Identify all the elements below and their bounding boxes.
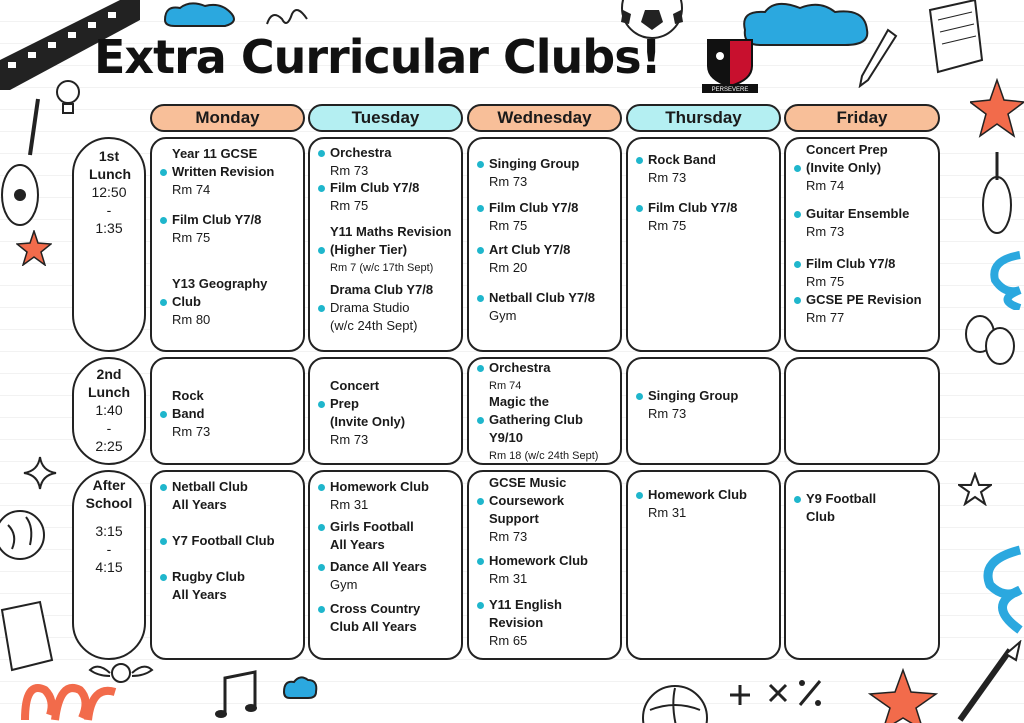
club-room: Rm 80 [172,312,211,327]
bullet-dot-icon [318,247,325,254]
club-entry [330,478,455,514]
cell-2nd-lunch-monday [150,357,305,465]
school-crest-icon [700,36,760,94]
crest-motto: PERSEVERE [711,87,749,93]
club-name: Club [172,294,201,309]
club-entry [806,255,932,291]
row-time-dash: - [106,202,112,218]
club-name: Orchestra [489,360,551,375]
bullet-dot-icon [160,217,167,224]
club-name: Y13 Geography [172,276,268,291]
star-outline-icon [958,472,992,506]
club-entry [330,144,455,180]
math-symbols-icon [720,665,830,723]
cell-2nd-lunch-tuesday [308,357,463,465]
page-title: Extra Curricular Clubs! [94,30,661,84]
bullet-dot-icon [318,185,325,192]
club-entry [806,291,932,327]
bullet-dot-icon [636,205,643,212]
bullet-dot-icon [160,484,167,491]
bullet-dot-icon [318,524,325,531]
row-label-text: After School [85,477,133,511]
club-room: Rm 73 [330,163,369,178]
bullet-dot-icon [160,574,167,581]
row-time-end: 4:15 [95,559,123,575]
club-entry [489,155,614,191]
club-room: Rm 73 [330,432,369,447]
row-time-start: 12:50 [91,184,127,200]
club-entry [489,552,614,588]
cell-after-school-wednesday [467,470,622,660]
club-entry [806,490,932,526]
club-name: GCSE PE Revision [806,292,922,307]
club-name: Orchestra [330,145,392,160]
volleyball-icon [640,680,710,723]
star-icon [868,668,938,723]
club-name: Singing Group [648,388,739,403]
club-room: Rm 20 [489,260,528,275]
club-name: Gathering Club [489,412,583,427]
club-name: Magic the [489,394,549,409]
cell-1st-lunch-friday [784,137,940,352]
club-room: Rm 75 [172,230,211,245]
club-name: Homework Club [648,487,747,502]
bullet-dot-icon [477,247,484,254]
club-name: Netball Club [172,479,248,494]
club-name: Club All Years [330,619,417,634]
bullet-dot-icon [318,401,325,408]
club-name: Guitar Ensemble [806,206,910,221]
club-entry [172,478,297,514]
club-entry [330,377,455,449]
club-room: Rm 73 [489,529,528,544]
guitar-icon [0,95,45,235]
bullet-dot-icon [794,211,801,218]
club-entry [648,151,773,187]
book-icon [920,0,990,80]
club-name: (Invite Only) [806,160,882,175]
day-header-monday: Monday [150,104,305,132]
club-name: All Years [172,497,227,512]
club-name: Support [489,511,539,526]
day-header-wednesday: Wednesday [467,104,622,132]
club-entry [330,558,455,594]
club-name: Homework Club [489,553,588,568]
bullet-dot-icon [477,602,484,609]
lightbulb-icon [50,76,86,120]
bullet-dot-icon [318,484,325,491]
club-entry [172,387,297,441]
globe-icon [0,505,50,585]
bullet-dot-icon [477,498,484,505]
row-label-1st-lunch [72,137,146,352]
club-name: Homework Club [330,479,429,494]
club-name: Dance All Years [330,559,427,574]
club-name: Rock [172,388,204,403]
row-label-text: 2nd Lunch [88,366,130,400]
club-name: Film Club Y7/8 [806,256,896,271]
club-entry [330,518,455,554]
day-header-friday: Friday [784,104,940,132]
club-entry [172,568,297,604]
club-name: Coursework [489,493,565,508]
bullet-dot-icon [160,538,167,545]
club-room: Rm 73 [489,174,528,189]
bullet-dot-icon [477,558,484,565]
club-entry [172,532,297,550]
club-entry [648,199,773,235]
club-entry [489,474,614,546]
star-icon [970,78,1024,138]
club-name: Band [172,406,205,421]
cell-1st-lunch-wednesday [467,137,622,352]
club-room: Gym [330,577,358,592]
cell-after-school-tuesday [308,470,463,660]
club-entry [648,387,773,423]
bullet-dot-icon [636,157,643,164]
row-time-dash: - [106,541,112,557]
club-entry [489,241,614,277]
swirl-icon [975,545,1024,635]
club-room: Rm 31 [648,505,687,520]
club-room: Rm 75 [648,218,687,233]
club-entry [330,600,455,636]
cell-2nd-lunch-thursday [626,357,781,465]
club-name: Film Club Y7/8 [489,200,579,215]
cell-2nd-lunch-wednesday [467,357,622,465]
bullet-dot-icon [318,606,325,613]
club-entry [489,199,614,235]
row-time-dash: - [106,420,112,436]
club-name: Y11 Maths Revision [330,224,452,239]
club-room: Rm 75 [330,198,369,213]
club-room: Rm 73 [648,406,687,421]
club-room: Rm 73 [648,170,687,185]
bullet-dot-icon [477,295,484,302]
row-time-start: 1:40 [95,402,123,418]
club-entry [172,145,297,199]
club-name: (Invite Only) [330,414,406,429]
day-header-thursday: Thursday [626,104,781,132]
club-entry [330,179,455,215]
club-name: Concert Prep [806,142,888,157]
club-entry [489,393,614,465]
violin-icon [975,150,1020,240]
club-name: Concert [330,378,380,393]
row-label-after-school [72,470,146,660]
row-time-end: 1:35 [95,220,123,236]
club-name: (Higher Tier) [330,242,408,257]
club-name: Club [806,509,835,524]
club-room: Rm 77 [806,310,845,325]
club-name: Singing Group [489,156,580,171]
bullet-dot-icon [477,365,484,372]
club-name: Cross Country [330,601,421,616]
row-time-start: 3:15 [95,523,123,539]
cell-1st-lunch-tuesday [308,137,463,352]
club-name: All Years [172,587,227,602]
cell-2nd-lunch-friday [784,357,940,465]
row-label-2nd-lunch [72,357,146,465]
club-room: Rm 74 [489,380,522,392]
cloud-icon [280,672,320,702]
bullet-dot-icon [636,492,643,499]
skull-wings-icon [88,658,154,688]
club-entry [489,596,614,650]
club-entry [330,281,455,335]
bullet-dot-icon [794,261,801,268]
club-room: Rm 73 [806,224,845,239]
club-room: Rm 74 [172,182,211,197]
bullet-dot-icon [318,305,325,312]
paintbrush-icon [950,640,1024,723]
pen-icon [858,28,898,88]
club-entry [489,289,614,325]
cell-1st-lunch-thursday [626,137,781,352]
bullet-dot-icon [160,411,167,418]
club-room: Rm 75 [806,274,845,289]
club-entry [489,359,614,395]
club-name: Written Revision [172,164,275,179]
bullet-dot-icon [160,299,167,306]
club-name: Rock Band [648,152,716,167]
theatre-masks-icon [960,310,1020,370]
club-room: Rm 31 [489,571,528,586]
club-entry [330,223,455,277]
club-entry [648,486,773,522]
bullet-dot-icon [477,417,484,424]
bullet-dot-icon [794,165,801,172]
club-room: Drama Studio [330,300,410,315]
bullet-dot-icon [477,161,484,168]
club-name: Girls Football [330,519,414,534]
club-name: Film Club Y7/8 [648,200,738,215]
club-name: Prep [330,396,359,411]
club-name: Film Club Y7/8 [330,180,420,195]
bullet-dot-icon [794,496,801,503]
row-time-end: 2:25 [95,438,123,454]
club-name: Art Club Y7/8 [489,242,571,257]
cell-after-school-monday [150,470,305,660]
club-room: Rm 73 [172,424,211,439]
cell-after-school-thursday [626,470,781,660]
cell-after-school-friday [784,470,940,660]
bullet-dot-icon [318,564,325,571]
cell-1st-lunch-monday [150,137,305,352]
swirl-icon [985,250,1024,310]
club-room: Rm 31 [330,497,369,512]
club-room: (w/c 24th Sept) [330,318,418,333]
club-name: GCSE Music [489,475,567,490]
club-entry [806,141,932,195]
club-name: Y7 Football Club [172,533,275,548]
club-name: Film Club Y7/8 [172,212,262,227]
club-name: Drama Club Y7/8 [330,282,434,297]
club-name: Rugby Club [172,569,245,584]
club-entry [806,205,932,241]
club-entry [172,211,297,247]
club-room: Rm 75 [489,218,528,233]
club-entry [172,275,297,329]
club-name: Year 11 GCSE [172,146,258,161]
club-name: Y9/10 [489,430,523,445]
sparkle-icon [22,455,58,491]
club-name: All Years [330,537,385,552]
club-room: Rm 18 (w/c 24th Sept) [489,450,599,462]
bullet-dot-icon [160,169,167,176]
club-name: Y9 Football [806,491,877,506]
day-header-tuesday: Tuesday [308,104,463,132]
club-name: Netball Club Y7/8 [489,290,595,305]
club-room: Rm 7 (w/c 17th Sept) [330,262,434,274]
bullet-dot-icon [318,150,325,157]
club-room: Rm 65 [489,633,528,648]
club-room: Gym [489,308,517,323]
row-label-text: 1st Lunch [89,148,131,182]
music-notes-icon [210,668,270,723]
club-room: Rm 74 [806,178,845,193]
cloud-icon [160,0,240,30]
bullet-dot-icon [636,393,643,400]
bullet-dot-icon [794,297,801,304]
bullet-dot-icon [477,205,484,212]
club-name: Y11 English Revision [489,597,562,630]
star-icon [16,230,52,266]
